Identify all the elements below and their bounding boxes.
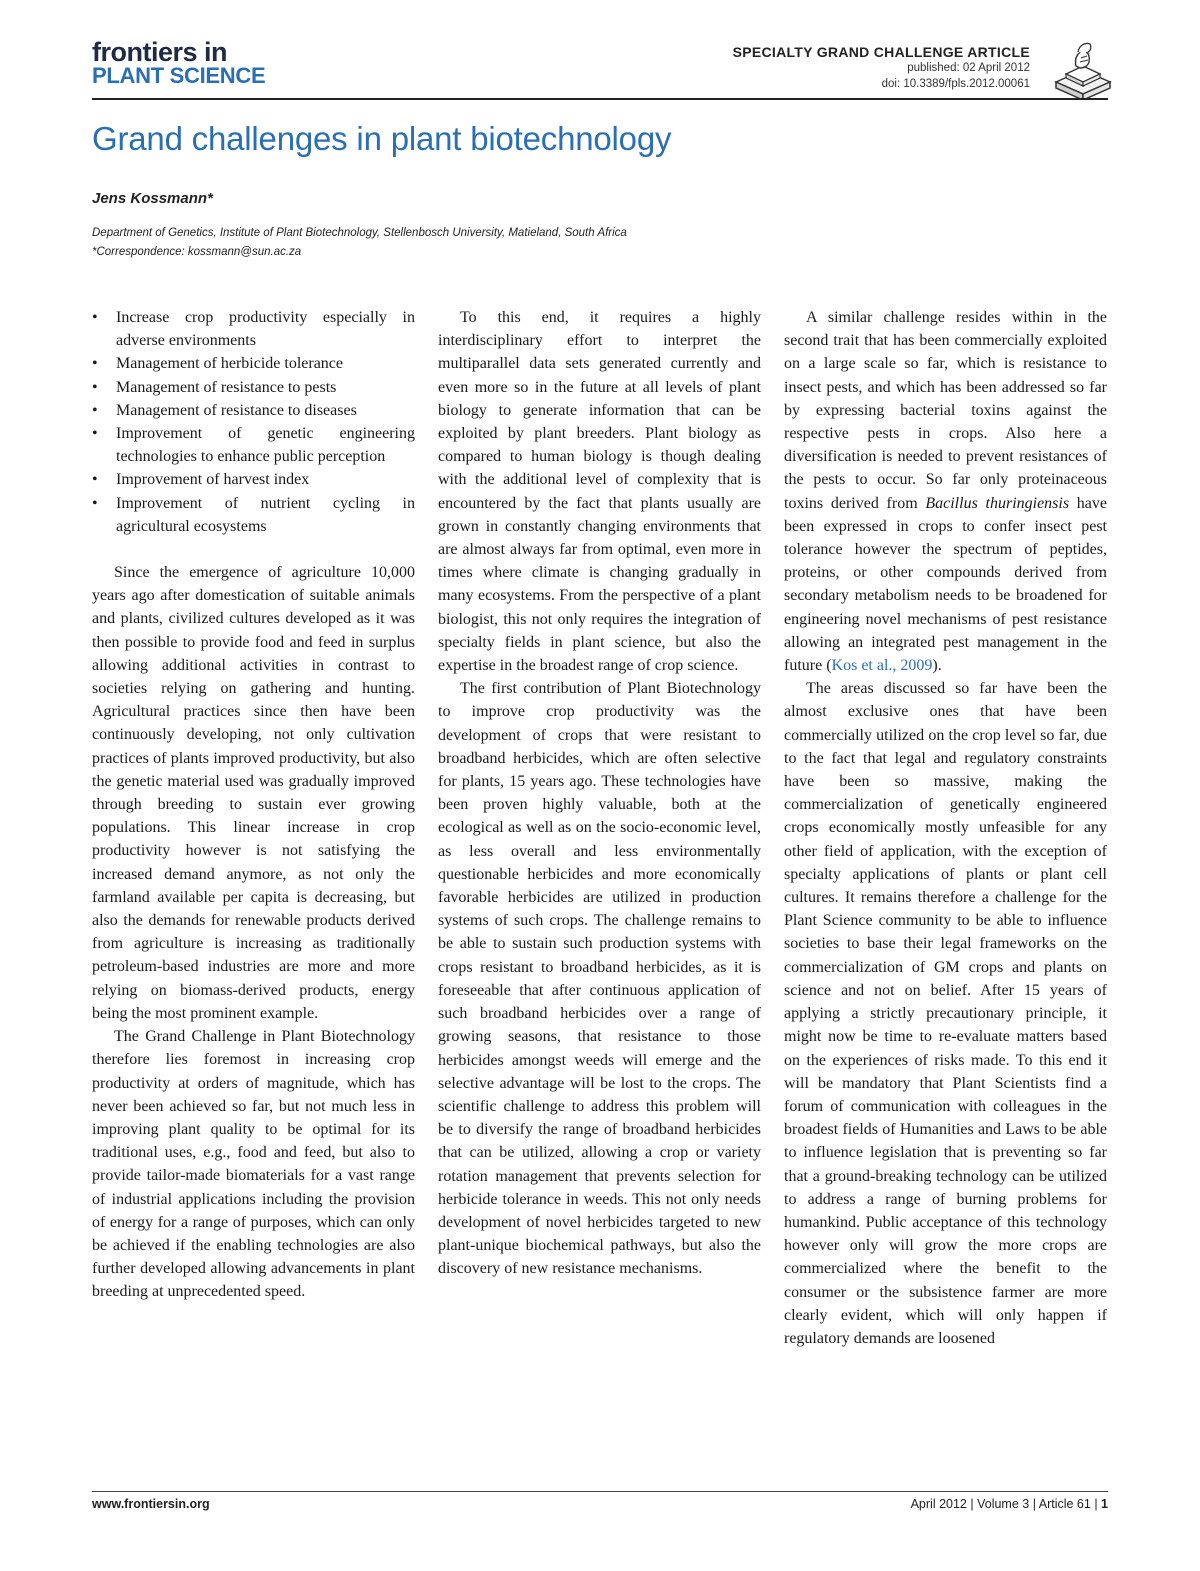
header-divider (92, 98, 1108, 100)
column-1 (92, 306, 415, 1426)
column-2 (438, 306, 761, 1426)
challenge-list (92, 306, 415, 538)
column-3 (784, 306, 1107, 1426)
journal-website-link[interactable]: www.frontiersin.org (92, 1497, 210, 1511)
page-info: April 2012 | Volume 3 | Article 61 | 1 (910, 1497, 1108, 1511)
article-number: Article 61 (1038, 1497, 1091, 1511)
journal-logo (92, 38, 332, 87)
article-body (92, 306, 1108, 1426)
article-type: SPECIALTY GRAND CHALLENGE ARTICLE (732, 44, 1030, 60)
body-paragraph: To this end, it requires a highly interdisciplinary effort to interpret the multiparallel data sets generated currently and even more so in the future at all levels of plant biology to generate information that can be exploited by plant breeders. Plant biology as compared to human biology is though dealing with the additional level of complexity that is encountered by the fact that plants usually are grown in constantly changing environments that are almost always far from optimal, even more in times where climate is changing gradually in many ecosystems. From the perspective of a plant biologist, this not only requires the integration of specialty fields in plant science, but also the expertise in the broadest range of crop science. (438, 309, 761, 675)
body-paragraph: The Grand Challenge in Plant Biotechnology therefore lies foremost in increasing crop productivity at orders of magnitude, which has never been achieved so far, but not much less in improving plant quality to be optimal for its traditional uses, e.g., food and feed, but also to provide tailor-made biomaterials for a vast range of industrial applications including the provision of energy for a range of purposes, which can only be achieved if the enabling technologies are also further developed allowing advancements in plant breeding at unprecedented speed. (92, 1028, 415, 1301)
list-item: • Management of herbicide tolerance (92, 352, 415, 375)
volume-number: Volume 3 (977, 1497, 1030, 1511)
list-item: • Improvement of nutrient cycling in agricultural ecosystems (92, 492, 415, 538)
journal-emblem-icon (1048, 38, 1118, 100)
author-name: Jens Kossmann* (92, 190, 213, 207)
published-date: published: 02 April 2012 (907, 62, 1030, 74)
doi: doi: 10.3389/fpls.2012.00061 (881, 78, 1030, 90)
list-item: • Improvement of harvest index (92, 468, 415, 491)
logo-line-1: frontiers in (92, 37, 228, 67)
correspondence: *Correspondence: kossmann@sun.ac.za (92, 246, 302, 258)
species-name: Bacillus thuringiensis (925, 494, 1070, 512)
logo-line-2: PLANT SCIENCE (92, 63, 266, 88)
body-paragraph: The first contribution of Plant Biotechnology to improve crop productivity was the development of crops that were resistant to broadband herbicides, which are often selective for plants, 15 years ago. These technologies have been proven highly valuable, both at the ecological as well as on the socio-economic level, as less overall and less environmentally questionable herbicides and more economically favorable herbicides are utilized in production systems of such crops. The challenge remains to be able to sustain such production systems with crops resistant to broadband herbicides, as it is foreseeable that after continuous application of such broadband herbicides over a range of growing seasons, that resistance to those herbicides amongst weeds will emerge and the selective advantage will be lost to the crops. The scientific challenge to address this problem will be to diversify the range of broadband herbicides that can be utilized, allowing a crop or variety rotation management that prevents selection for herbicide tolerance in weeds. This not only needs development of novel herbicides targeted to new plant-unique biochemical pathways, but also the discovery of new resistance mechanisms. (438, 680, 761, 1278)
author-affiliation-block (92, 224, 992, 262)
body-paragraph (784, 306, 1107, 677)
list-item: • Management of resistance to diseases (92, 399, 415, 422)
list-item: • Increase crop productivity especially in adverse environments (92, 306, 415, 352)
paragraph-text: have been expressed in crops to confer insect pest tolerance however the spectrum of peptides, proteins, or other compounds derived from secondary metabolism needs to be broadened for engineering novel mechanisms of pest resistance allowing an integrated pest management in the future ( (784, 494, 1107, 675)
affiliation: Department of Genetics, Institute of Plant Biotechnology, Stellenbosch University, Matieland, South Africa (92, 227, 627, 239)
citation-link[interactable]: Kos et al., 2009 (831, 657, 933, 675)
paragraph-text: ). (932, 657, 942, 675)
body-paragraph: Since the emergence of agriculture 10,000 years ago after domestication of suitable animals and plants, civilized cultures developed as it was then possible to provide food and feed in surplus allowing additional activities in contrast to societies relying on gathering and hunting. Agricultural practices since then have been continuously developing, not only cultivation practices of plants improved productivity, but also the genetic material used was gradually improved through breeding to sustain ever growing populations. This linear increase in crop productivity however is not satisfying the increased demand anymore, as not only the farmland available per capita is decreasing, but also the demands for renewable products derived from agriculture is increasing as traditionally petroleum-based industries are more and more relying on biomass-derived products, energy being the most prominent example. (92, 564, 415, 1022)
page-number: 1 (1101, 1497, 1108, 1511)
list-item: • Improvement of genetic engineering technologies to enhance public perception (92, 422, 415, 468)
footer-divider (92, 1491, 1108, 1492)
issue-date: April 2012 (910, 1497, 967, 1511)
article-title: Grand challenges in plant biotechnology (92, 120, 672, 157)
paragraph-text: A similar challenge resides within in the second trait that has been commercially exploited on a large scale so far, which is resistance to insect pests, and which has been addressed so far by expressing bacterial toxins against the respective pests in crops. Also here a diversification is needed to prevent resistances of the pests to occur. So far only proteinaceous toxins derived from (784, 309, 1107, 512)
article-meta (733, 44, 1030, 92)
body-paragraph: The areas discussed so far have been the almost exclusive ones that have been commercially utilized on the crop level so far, due to the fact that legal and regulatory constraints have been so massive, making the commercialization of genetically engineered crops economically mostly unfeasible for any other field of application, with the exception of specialty applications of plants or plant cell cultures. It remains therefore a challenge for the Plant Science community to be able to influence societies to base their legal frameworks on the commercialization of GM crops and plants on science and not on belief. After 15 years of applying a strictly precautionary principle, it might now be time to re-evaluate matters based on the experiences of risks made. To this end it will be mandatory that Plant Scientists find a forum of communication with colleagues in the broadest fields of Humanities and Laws to be able to influence legislation that is preventing so far that a ground-breaking technology can be utilized to address a range of burning problems for humankind. Public acceptance of this technology however only will grow the more crops are commercialized where the benefit to the consumer or the subsistence farmer are more clearly evident, which will only happen if regulatory demands are loosened (784, 680, 1107, 1347)
list-item: • Management of resistance to pests (92, 376, 415, 399)
